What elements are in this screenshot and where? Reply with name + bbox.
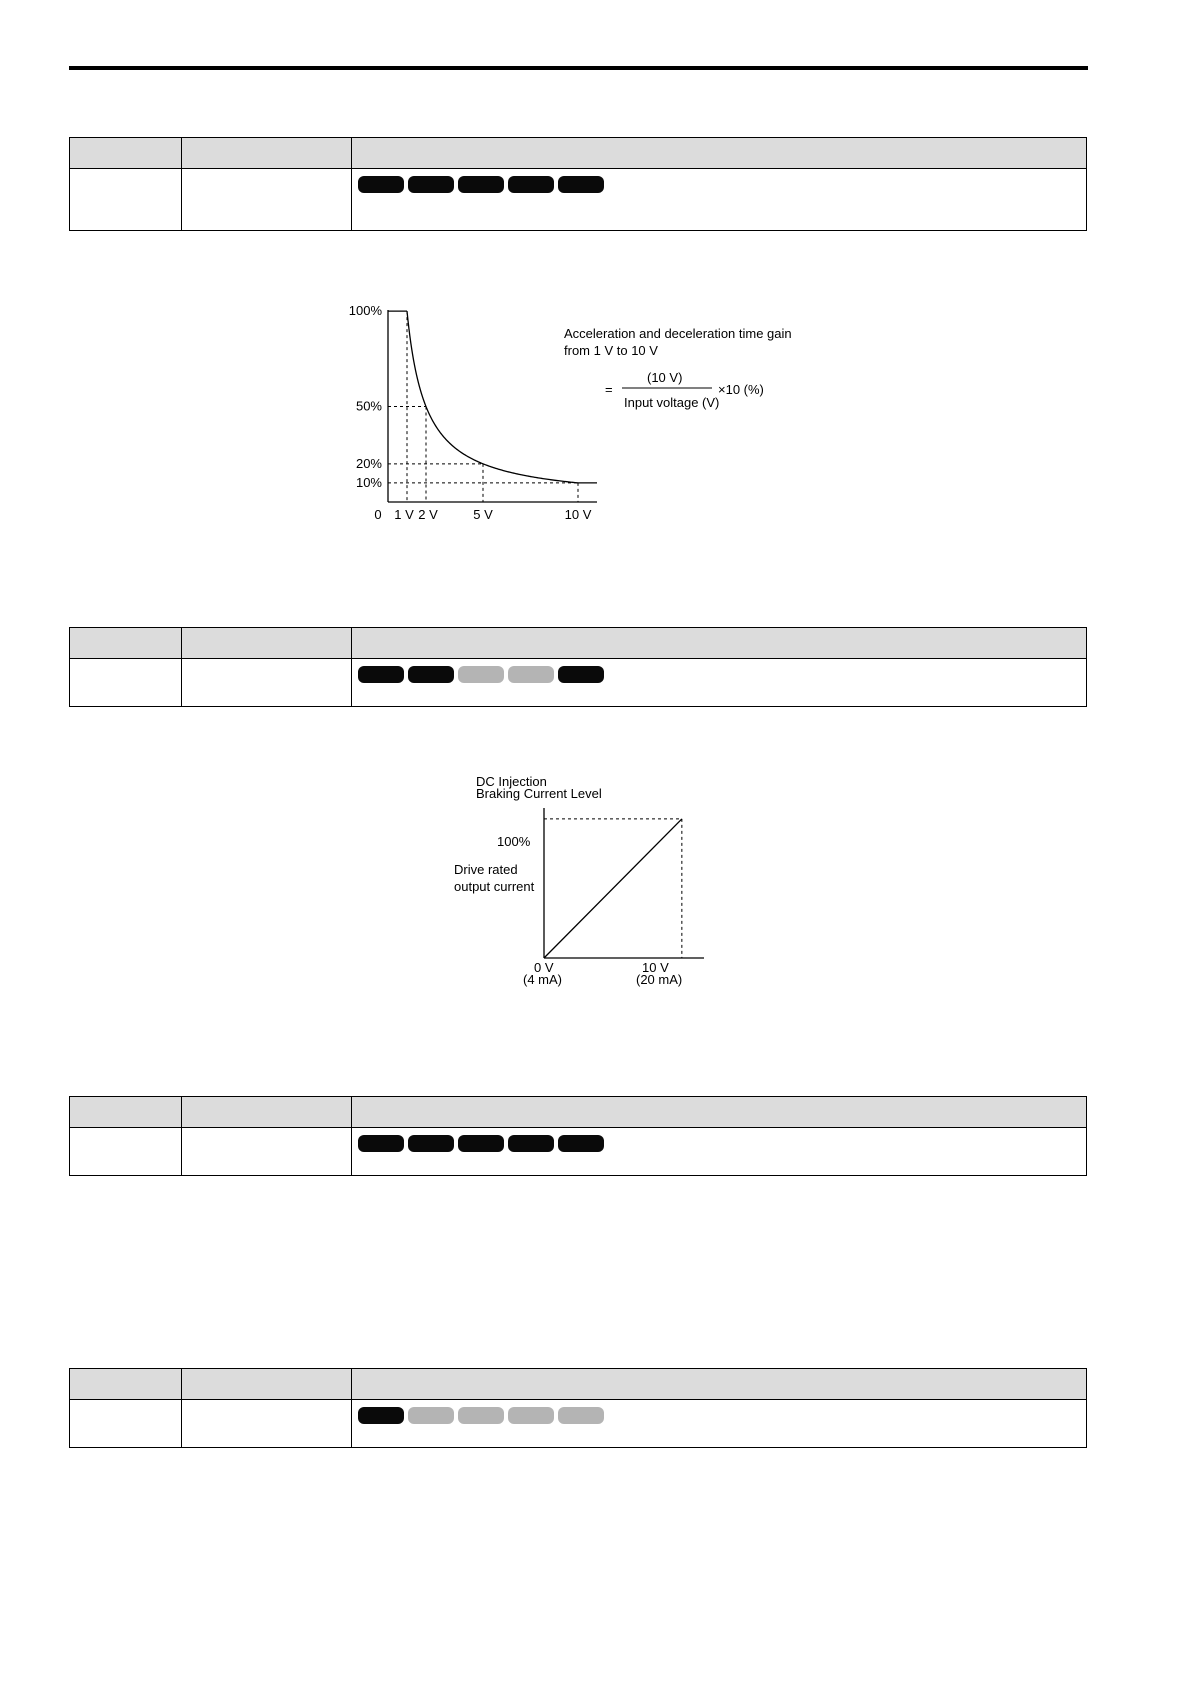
y-tick-label: 100% — [348, 303, 382, 319]
header-cell-description — [352, 1097, 1087, 1128]
x-tick-label: 10 V — [564, 507, 592, 522]
header-cell-description — [352, 1369, 1087, 1400]
header-cell-description — [352, 138, 1087, 169]
control-mode-badge-1 — [358, 1135, 404, 1152]
header-cell-name — [182, 1097, 352, 1128]
chart-title-line-2: Braking Current Level — [476, 786, 602, 801]
table-header-row — [70, 628, 1087, 659]
dc-injection-chart — [450, 774, 730, 999]
cell-no — [70, 169, 182, 231]
cell-description — [352, 1400, 1087, 1448]
control-mode-badge-4 — [508, 666, 554, 683]
annotation-line-1: Acceleration and deceleration time gain — [564, 326, 792, 341]
control-mode-badge-3 — [458, 1135, 504, 1152]
parameter-table-4 — [69, 1368, 1087, 1448]
control-mode-badge-2 — [408, 1135, 454, 1152]
cell-description — [352, 169, 1087, 231]
cell-description — [352, 1128, 1087, 1176]
x-tick-label: 2 V — [418, 507, 438, 522]
control-mode-badges — [352, 169, 1086, 193]
table-row — [70, 1400, 1087, 1448]
control-mode-badge-3 — [458, 176, 504, 193]
y-description-line-2: output current — [454, 879, 535, 894]
dc-injection-figure — [450, 774, 730, 999]
x-tick-label-left: 0 V — [534, 960, 554, 975]
parameter-table-3 — [69, 1096, 1087, 1176]
page-top-rule — [69, 66, 1088, 70]
header-cell-no — [70, 1369, 182, 1400]
table-row — [70, 1128, 1087, 1176]
y-tick-label: 20% — [355, 455, 382, 471]
table-header-row — [70, 1097, 1087, 1128]
x-tick-sublabel-right: (20 mA) — [636, 972, 683, 987]
table-header-row — [70, 1369, 1087, 1400]
control-mode-badge-2 — [408, 176, 454, 193]
control-mode-badge-4 — [508, 1135, 554, 1152]
header-cell-name — [182, 138, 352, 169]
header-cell-no — [70, 1097, 182, 1128]
current-level-line — [544, 819, 682, 958]
cell-no — [70, 1400, 182, 1448]
y-tick-label: 10% — [355, 474, 382, 490]
cell-description — [352, 659, 1087, 707]
x-tick-sublabel-left: (4 mA) — [523, 972, 562, 987]
annotation-line-2: from 1 V to 10 V — [564, 343, 658, 358]
parameter-table-1 — [69, 137, 1087, 231]
cell-name — [182, 659, 352, 707]
control-mode-badges — [352, 659, 1086, 683]
formula-denominator: Input voltage (V) — [624, 395, 720, 410]
formula-equals: = — [605, 382, 613, 397]
table-row — [70, 169, 1087, 231]
control-mode-badge-5 — [558, 1135, 604, 1152]
header-cell-name — [182, 1369, 352, 1400]
table-row — [70, 659, 1087, 707]
y-description-line-1: Drive rated — [454, 862, 518, 877]
header-cell-name — [182, 628, 352, 659]
x-tick-label: 5 V — [473, 507, 493, 522]
formula-multiplier: ×10 (%) — [718, 382, 764, 397]
x-tick-label: 0 — [374, 507, 382, 522]
y-tick-label: 50% — [355, 398, 382, 414]
cell-name — [182, 169, 352, 231]
header-cell-no — [70, 628, 182, 659]
formula-numerator: (10 V) — [647, 370, 683, 385]
control-mode-badge-4 — [508, 176, 554, 193]
control-mode-badge-5 — [558, 176, 604, 193]
header-cell-description — [352, 628, 1087, 659]
cell-no — [70, 659, 182, 707]
control-mode-badge-1 — [358, 176, 404, 193]
accel-decel-gain-chart — [330, 298, 850, 528]
y-tick-label: 100% — [497, 834, 531, 849]
control-mode-badge-2 — [408, 666, 454, 683]
control-mode-badge-1 — [358, 666, 404, 683]
control-mode-badge-1 — [358, 1407, 404, 1424]
cell-name — [182, 1400, 352, 1448]
control-mode-badges — [352, 1400, 1086, 1424]
cell-name — [182, 1128, 352, 1176]
parameter-table-2 — [69, 627, 1087, 707]
cell-no — [70, 1128, 182, 1176]
header-cell-no — [70, 138, 182, 169]
x-tick-label: 1 V — [394, 507, 414, 522]
accel-decel-gain-figure — [330, 298, 850, 528]
table-header-row — [70, 138, 1087, 169]
control-mode-badge-5 — [558, 1407, 604, 1424]
chart-title-line-1: DC Injection — [476, 774, 547, 789]
x-tick-label-right: 10 V — [642, 960, 669, 975]
control-mode-badge-3 — [458, 666, 504, 683]
control-mode-badge-4 — [508, 1407, 554, 1424]
control-mode-badge-2 — [408, 1407, 454, 1424]
control-mode-badge-5 — [558, 666, 604, 683]
control-mode-badge-3 — [458, 1407, 504, 1424]
control-mode-badges — [352, 1128, 1086, 1152]
